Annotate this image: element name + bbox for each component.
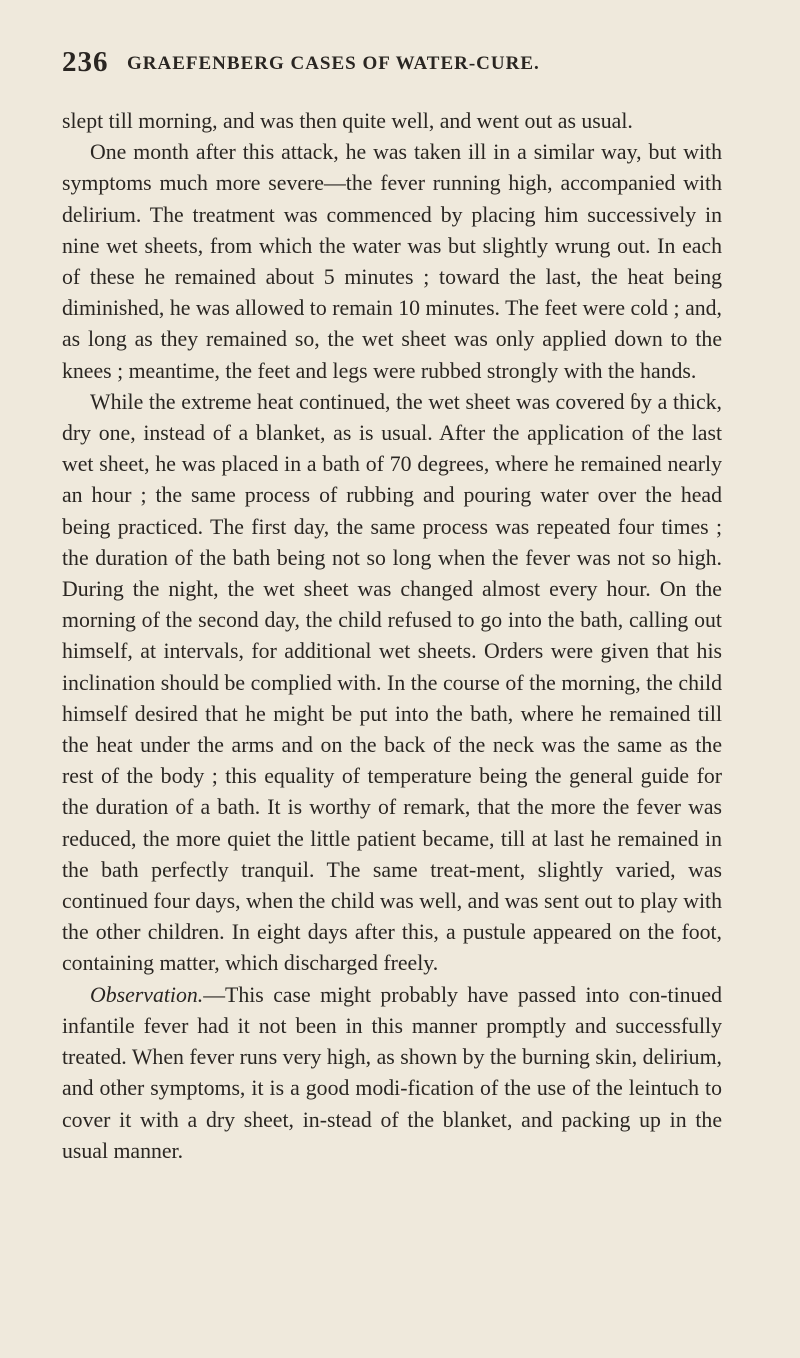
paragraph-text: slept till morning, and was then quite well, and went out as usual. <box>62 109 633 133</box>
paragraph-2 <box>62 137 722 387</box>
page-number: 236 <box>62 46 109 78</box>
observation-lead: Observation. <box>90 982 204 1007</box>
paragraph-3 <box>62 387 722 980</box>
paragraph-text: While the extreme heat continued, the wet sheet was covered ɓy a thick, dry one, instead of a blanket, as is usual. After the application of the last wet sheet, he was placed in a bath of 70 degrees, where he remained nearly an hour ; the same process of rubbing and pouring water over the head being practiced. The first day, the same process was repeated four times ; the duration of the bath being not so long when the fever was not so high. During the night, the wet sheet was changed almost every hour. On the morning of the second day, the child refused to go into the bath, calling out himself, at intervals, for additional wet sheets. Orders were given that his inclination should be complied with. In the course of the morning, the child himself desired that he might be put into the bath, where he remained till the heat under the arms and on the back of the neck was the same as the rest of the body ; this equality of temperature being the general guide for the duration of a bath. It is worthy of remark, that the more the fever was reduced, the more quiet the little patient became, till at last he remained in the bath perfectly tranquil. The same treat-ment, slightly varied, was continued four days, when the child was well, and was sent out to play with the other children. In eight days after this, a pustule appeared on the foot, containing matter, which discharged freely. <box>62 389 722 976</box>
paragraph-1 <box>62 106 722 137</box>
paragraph-observation <box>62 980 722 1167</box>
paragraph-text: One month after this attack, he was taken ill in a similar way, but with symptoms much more severe—the fever running high, accompanied with delirium. The treatment was commenced by placing him successively in nine wet sheets, from which the water was but slightly wrung out. In each of these he remained about 5 minutes ; toward the last, the heat being diminished, he was allowed to remain 10 minutes. The feet were cold ; and, as long as they remained so, the wet sheet was only applied down to the knees ; meantime, the feet and legs were rubbed strongly with the hands. <box>62 140 722 383</box>
body-text <box>62 106 722 1167</box>
running-head: GRAEFENBERG CASES OF WATER-CURE. <box>127 53 540 74</box>
page-header <box>62 46 722 82</box>
paragraph-text: —This case might probably have passed into con-tinued infantile fever had it not been in this manner promptly and successfully treated. When fever runs very high, as shown by the burning skin, delirium, and other symptoms, it is a good modi-fication of the use of the leintuch to cover it with a dry sheet, in-stead of the blanket, and packing up in the usual manner. <box>62 982 722 1163</box>
